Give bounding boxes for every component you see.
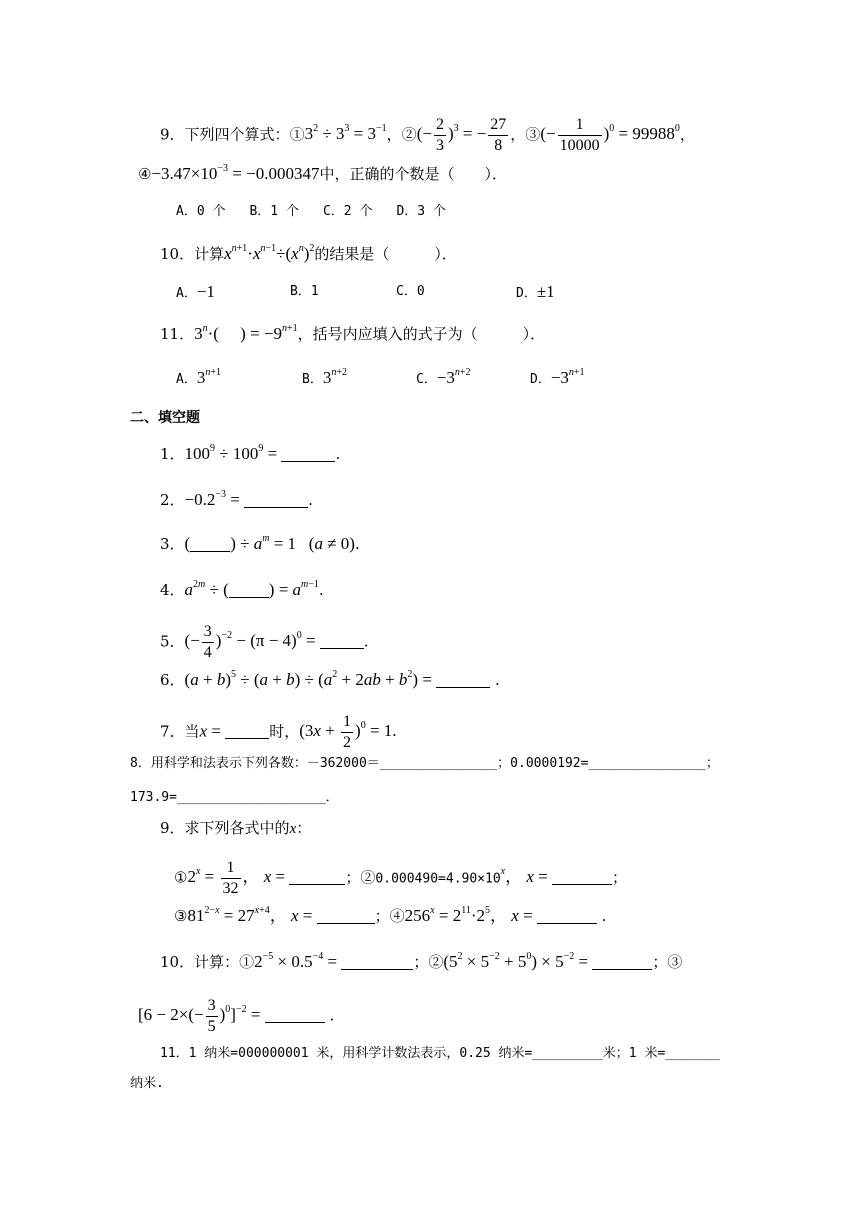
answer-blank[interactable] — [592, 953, 652, 970]
fill-item-5: 5．(− $\frac{3}{4}$ )$^{-2} - (\pi - 4)^0$ = . — [160, 623, 369, 661]
item-number: 6． — [160, 671, 185, 689]
question-9-line-1: 9．下列四个算式：$①3^2 \div 3^3 = 3^{-1}$，②(− $\frac{2}{3}$ )$^3$ = − $\frac{27}{8}$ ，③(− $\frac{1}{10000}$ )$^0 = 99988^0$， — [160, 116, 695, 154]
option-b[interactable]: B．$3^{n+2}$ — [302, 367, 347, 387]
question-tail: ，括号内应填入的式子为（ ）． — [297, 325, 546, 343]
expr-q10: $x^{n+1}\cdot x^{n-1}\div(x^n)^2$ — [224, 243, 315, 263]
option-a[interactable]: A．0 个 — [176, 204, 226, 219]
fill-item-8-line-1: 8．用科学和法表示下列各数：－362000＝_______________；0.0000192=_______________； — [130, 756, 719, 771]
option-a[interactable]: A．−1 — [176, 282, 215, 301]
question-9-options — [176, 200, 446, 224]
question-text: 计算 — [194, 245, 225, 263]
option-d[interactable]: D．±1 — [516, 282, 555, 301]
fill-item-9-parts-2: $③81^{2-x} = 27^{x+4}$， x = ；$④256^x = 2^{11}\cdot 2^5$， x = . — [174, 905, 607, 925]
item-number: 5． — [160, 632, 185, 651]
fill-item-11-line-2: 纳米. — [130, 1076, 164, 1091]
question-11-options — [0, 366, 860, 390]
answer-blank[interactable] — [265, 1006, 325, 1023]
answer-blank[interactable] — [317, 907, 375, 924]
item-number: 7． — [160, 722, 185, 741]
answer-blank[interactable] — [552, 868, 612, 885]
expr-2: (− $\frac{2}{3}$ )$^3$ = − $\frac{27}{8}$ — [416, 116, 507, 154]
fill-item-7: 7．当x = 时，(3x + $\frac{1}{2}$ )$^0$ = 1. — [160, 713, 397, 751]
fill-item-10-line-2: [6 − 2×(− $\frac{3}{5}$ )$^0$]$^{-2}$ = . — [138, 997, 335, 1035]
answer-blank[interactable] — [320, 632, 364, 649]
fill-item-4: 4．$a^{2m}$ ÷ ( ) = $a^{m-1}$. — [160, 579, 324, 599]
option-c[interactable]: C．$-3^{n+2}$ — [416, 367, 471, 387]
fill-item-3: 3．( ) ÷ $a^m = 1$ (a ≠ 0). — [160, 533, 360, 553]
fill-item-11-line-1: 11．1 纳米=000000001 米，用科学计数法表示，0.25 纳米=_________米；1 米=_______ — [160, 1046, 721, 1061]
answer-blank[interactable] — [225, 722, 269, 739]
expr-1: $3^2 \div 3^3 = 3^{-1}$ — [304, 123, 387, 144]
expr-q11: $3^n\cdot$( ) = $-9^{n+1}$ — [194, 323, 298, 343]
question-10-options — [0, 280, 860, 304]
answer-blank[interactable] — [341, 953, 413, 970]
item-number: 3． — [160, 535, 185, 553]
circled-two: ② — [401, 125, 417, 144]
question-text: 下列四个算式： — [184, 125, 290, 144]
option-d[interactable]: D．$-3^{n+1}$ — [530, 367, 585, 387]
question-10 — [160, 242, 457, 266]
answer-blank[interactable] — [537, 907, 597, 924]
option-a[interactable]: A．$3^{n+1}$ — [176, 367, 221, 387]
fill-item-9: 9．求下列各式中的x： — [160, 819, 312, 837]
item-number: 4． — [160, 581, 185, 599]
answer-blank[interactable] — [281, 445, 335, 462]
item-number: 9． — [160, 819, 185, 837]
answer-blank[interactable] — [190, 535, 230, 552]
answer-blank[interactable] — [436, 671, 490, 688]
question-tail: 中，正确的个数是（ ）． — [319, 165, 507, 183]
question-tail: 的结果是（ ）． — [314, 245, 457, 263]
answer-blank[interactable] — [244, 491, 308, 508]
fill-item-1: 1．$100^9 \div 100^9$ = . — [160, 443, 341, 463]
option-b[interactable]: B．1 — [290, 284, 319, 299]
fill-item-9-parts-1: $①2^x$ = $\frac{1}{32}$ ， x = ；$②0.000490=4.90\times 10^x$， x = ； — [174, 859, 628, 897]
expr-3: (− $\frac{1}{10000}$ )$^0 = 99988^0$ — [540, 116, 680, 154]
fill-item-2: 2．$-0.2^{-3}$ = . — [160, 489, 313, 509]
circled-three: ③ — [525, 125, 541, 144]
question-9-line-2 — [138, 162, 507, 186]
question-number: 9． — [160, 125, 185, 144]
fill-item-10-line-1: 10．计算：$①2^{-5} \times 0.5^{-4}$ = ；$②(5^2 \times 5^{-2} + 5^0) \times 5^{-2}$ = ；③ — [160, 951, 683, 971]
section-title: 二、填空题 — [130, 410, 200, 426]
question-11 — [160, 322, 545, 346]
fill-item-8-line-2: 173.9=___________________． — [130, 790, 339, 805]
circled-one: ① — [289, 125, 305, 144]
option-c[interactable]: C．0 — [396, 284, 425, 299]
question-number: 11． — [160, 325, 195, 343]
option-b[interactable]: B．1 个 — [249, 204, 299, 219]
answer-blank[interactable] — [229, 581, 269, 598]
item-number: 10． — [160, 953, 195, 971]
option-c[interactable]: C．2 个 — [322, 204, 373, 219]
expr-4: $-3.47\times 10^{-3} = -0.000347$ — [151, 163, 320, 183]
circled-four: ④ — [138, 165, 152, 183]
question-number: 10． — [160, 245, 195, 263]
fill-item-6: 6．$(a + b)^5 \div (a + b) \div (a^2 + 2ab + b^2)$ = . — [160, 669, 500, 689]
answer-blank[interactable] — [289, 868, 345, 885]
option-d[interactable]: D．3 个 — [396, 204, 446, 219]
item-number: 1． — [160, 445, 185, 463]
item-number: 2． — [160, 491, 185, 509]
